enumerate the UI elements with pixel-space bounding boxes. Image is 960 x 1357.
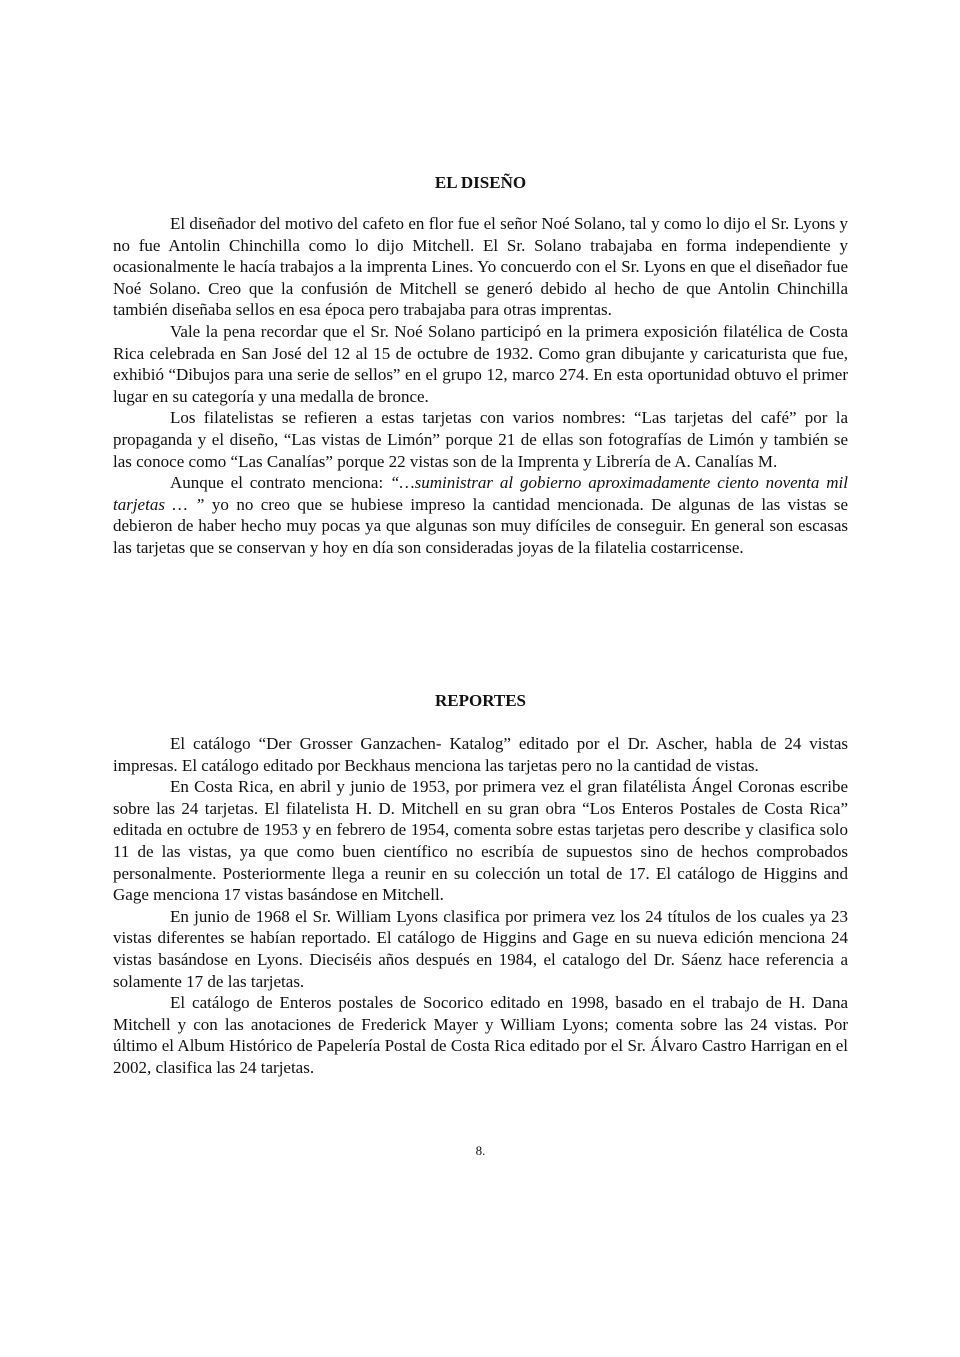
section-title-reportes: REPORTES — [434, 691, 527, 710]
paragraph: El catálogo “Der Grosser Ganzachen- Katalog” editado por el Dr. Ascher, habla de 24 vistas impresas. El catálogo editado por Beckhaus menciona las tarjetas pero no la cantidad de vistas. — [113, 734, 848, 775]
contract-rest: yo no creo que se hubiese impreso la cantidad mencionada. De algunas de las vistas se debieron de haber hecho muy pocas ya que algunas son muy difíciles de conseguir. En general son escasas las tarjetas que se conservan y hoy en día son consideradas joyas de la filatelia costarricense. — [113, 494, 848, 557]
paragraph: Los filatelistas se refieren a estas tarjetas con varios nombres: “Las tarjetas del café” por la propaganda y el diseño, “Las vistas de Limón” porque 21 de ellas son fotografías de Limón y también se las conoce como “Las Canalías” porque 22 vistas son de la Imprenta y Librería de A. Canalías M. — [113, 408, 848, 471]
section-title-diseno: EL DISEÑO — [434, 173, 527, 192]
contract-quote: “…suministrar al gobierno aproximadamente ciento noventa mil tarjetas … ” — [113, 473, 848, 514]
paragraph: Vale la pena recordar que el Sr. Noé Solano participó en la primera exposición filatélica de Costa Rica celebrada en San José del 12 al 15 de octubre de 1932. Como gran dibujante y caricaturista que fue, exhibió “Dibujos para una serie de sellos” en el grupo 12, marco 274. En esta oportunidad obtuvo el primer lugar en su categoría y una medalla de bronce. — [113, 321, 848, 406]
section-diseno — [113, 213, 848, 559]
paragraph: El diseñador del motivo del cafeto en flor fue el señor Noé Solano, tal y como lo dijo el Sr. Lyons y no fue Antolin Chinchilla como lo dijo Mitchell. El Sr. Solano trabajaba en forma independiente y ocasionalmente le hacía trabajos a la imprenta Lines. Yo concuerdo con el Sr. Lyons en que el diseñador fue Noé Solano. Creo que la confusión de Mitchell se generó debido al hecho de que Antolin Chinchilla también diseñaba sellos en esa época pero trabajaba para otras imprentas. — [113, 214, 848, 320]
paragraph: En junio de 1968 el Sr. William Lyons clasifica por primera vez los 24 títulos de los cuales ya 23 vistas diferentes se habían reportado. El catálogo de Higgins and Gage en su nueva edición menciona 24 vistas basándose en Lyons. Dieciséis años después en 1984, el catalogo del Dr. Sáenz hace referencia a solamente 17 de las tarjetas. — [113, 906, 848, 991]
document-page — [113, 0, 848, 1357]
contract-lead: Aunque el contrato menciona: — [170, 473, 391, 493]
paragraph: En Costa Rica, en abril y junio de 1953, por primera vez el gran filatélista Ángel Coronas escribe sobre las 24 tarjetas. El filatelista H. D. Mitchell en su gran obra “Los Enteros Postales de Costa Rica” editada en octubre de 1953 y en febrero de 1954, comenta sobre estas tarjetas pero describe y clasifica solo 11 de las vistas, ya que como buen científico no escribía de supuestos sino de hechos comprobados personalmente. Posteriormente llega a reunir en su colección un total de 17. El catálogo de Higgins and Gage menciona 17 vistas basándose en Mitchell. — [113, 777, 848, 905]
paragraph: El catálogo de Enteros postales de Socorico editado en 1998, basado en el trabajo de H. Dana Mitchell y con las anotaciones de Frederick Mayer y William Lyons; comenta sobre las 24 vistas. Por último el Album Histórico de Papelería Postal de Costa Rica editado por el Sr. Álvaro Castro Harrigan en el 2002, clasifica las 24 tarjetas. — [113, 993, 848, 1077]
page-number: 8. — [475, 1143, 486, 1158]
section-reportes — [113, 733, 848, 1079]
contract-paragraph — [113, 472, 848, 558]
